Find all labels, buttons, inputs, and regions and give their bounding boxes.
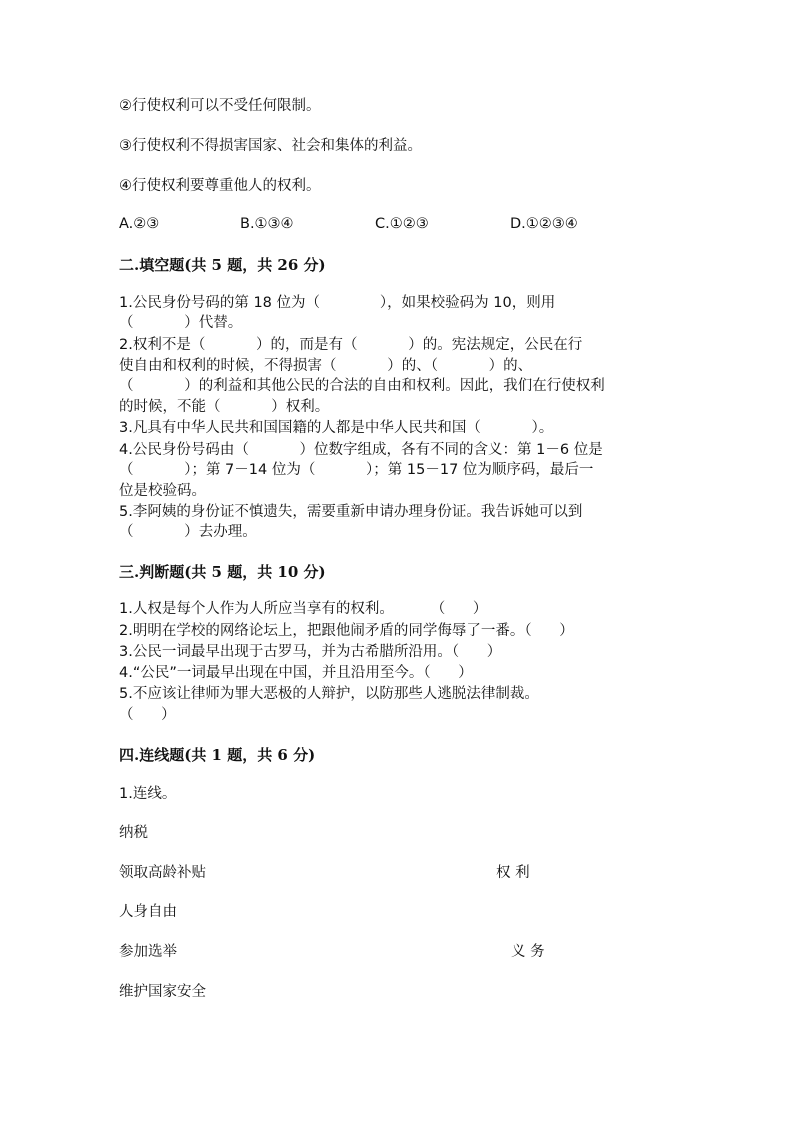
judge-line: （ ） [119, 707, 176, 723]
option-a: A.②③ [119, 216, 160, 232]
match-right-item-duties: 义 务 [511, 944, 545, 960]
fill-line: （ ）的利益和其他公民的合法的自由和权利。因此，我们在行使权利 [119, 378, 605, 394]
choice-item-4: ④行使权利要尊重他人的权利。 [119, 178, 321, 194]
match-right-item-rights: 权 利 [496, 865, 530, 881]
fill-line: （ ）去办理。 [119, 524, 257, 540]
judge-line: 5.不应该让律师为罪大恶极的人辩护，以防那些人逃脱法律制裁。 [119, 686, 539, 702]
option-b: B.①③④ [240, 216, 294, 232]
match-left-item: 维护国家安全 [119, 984, 206, 1000]
fill-line: 5.李阿姨的身份证不慎遗失，需要重新申请办理身份证。我告诉她可以到 [119, 504, 583, 520]
judge-line: 1.人权是每个人作为人所应当享有的权利。 （ ） [119, 601, 488, 617]
option-d: D.①②③④ [510, 216, 578, 232]
match-left-item: 纳税 [119, 825, 148, 841]
fill-line: 3.凡具有中华人民共和国国籍的人都是中华人民共和国（ ）。 [119, 420, 554, 436]
fill-line: 4.公民身份号码由（ ）位数字组成，各有不同的含义：第 1－6 位是 [119, 442, 603, 458]
fill-line: 位是校验码。 [119, 483, 206, 499]
fill-line: （ ）代替。 [119, 315, 243, 331]
match-left-item: 参加选举 [119, 944, 177, 960]
match-left-item: 领取高龄补贴 [119, 865, 206, 881]
fill-line: 的时候，不能（ ）权利。 [119, 399, 330, 415]
option-c: C.①②③ [375, 216, 429, 232]
section-heading-match: 四.连线题(共 1 题，共 6 分) [119, 746, 316, 764]
match-prompt: 1.连线。 [119, 786, 177, 802]
judge-line: 4.“公民”一词最早出现在中国，并且沿用至今。（ ） [119, 665, 473, 681]
fill-line: （ ）；第 7－14 位为（ ）；第 15－17 位为顺序码，最后一 [119, 462, 594, 478]
section-heading-fill: 二.填空题(共 5 题，共 26 分) [119, 256, 326, 274]
choice-item-2: ②行使权利可以不受任何限制。 [119, 98, 321, 114]
fill-line: 使自由和权利的时候，不得损害（ ）的、（ ）的、 [119, 358, 533, 374]
choice-item-3: ③行使权利不得损害国家、社会和集体的利益。 [119, 138, 422, 154]
section-heading-judge: 三.判断题(共 5 题，共 10 分) [119, 563, 326, 581]
match-left-item: 人身自由 [119, 904, 177, 920]
judge-line: 2.明明在学校的网络论坛上，把跟他闹矛盾的同学侮辱了一番。（ ） [119, 623, 574, 639]
fill-line: 2.权利不是（ ）的，而是有（ ）的。宪法规定，公民在行 [119, 337, 583, 353]
fill-line: 1.公民身份号码的第 18 位为（ ），如果校验码为 10，则用 [119, 295, 556, 311]
judge-line: 3.公民一词最早出现于古罗马，并为古希腊所沿用。（ ） [119, 644, 502, 660]
